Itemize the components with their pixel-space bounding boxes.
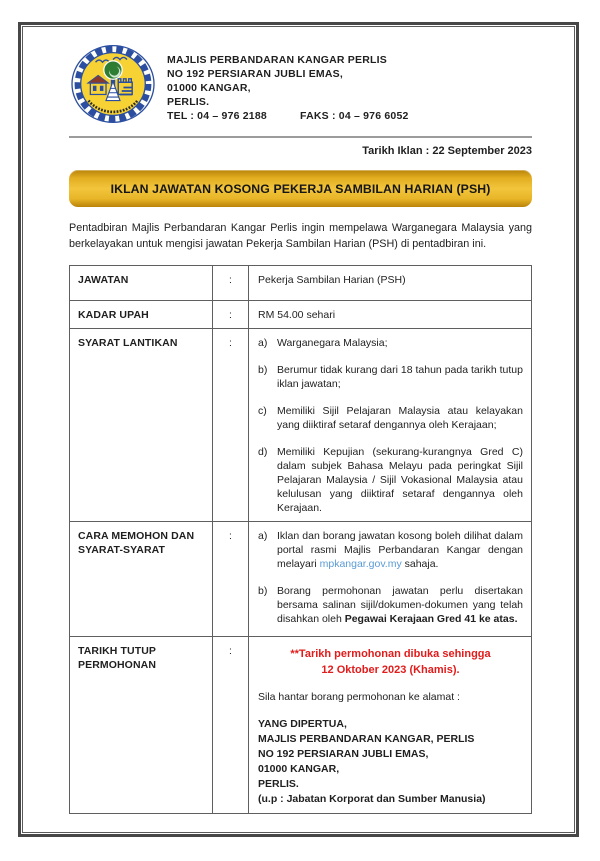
- row-value: [249, 329, 532, 522]
- item-marker: d): [258, 446, 268, 458]
- row-label: KADAR UPAH: [70, 301, 213, 329]
- row-value: RM 54.00 sehari: [249, 301, 532, 329]
- colon-separator: :: [213, 266, 249, 301]
- address-line: (u.p : Jabatan Korporat dan Sumber Manusia): [258, 793, 486, 805]
- requirement-item-a: [258, 336, 523, 350]
- table-row-jawatan: [70, 266, 532, 301]
- advert-date: Tarikh Iklan : 22 September 2023: [362, 145, 532, 157]
- item-marker: b): [258, 585, 268, 597]
- colon-separator: :: [213, 301, 249, 329]
- mpk-crest-icon: [69, 43, 157, 125]
- document-page-inner-border: [22, 26, 575, 833]
- row-label: TARIKH TUTUP PERMOHONAN: [70, 637, 213, 814]
- item-text: Warganegara Malaysia;: [277, 337, 388, 349]
- closing-date-line2: 12 Oktober 2023 (Khamis).: [321, 664, 460, 676]
- item-marker: a): [258, 337, 268, 349]
- org-name: MAJLIS PERBANDARAN KANGAR PERLIS: [167, 54, 387, 66]
- row-label: JAWATAN: [70, 266, 213, 301]
- table-row-syarat-lantikan: [70, 329, 532, 522]
- org-contact-line: [167, 109, 409, 123]
- job-details-table: [69, 265, 532, 814]
- table-row-tarikh-tutup: [70, 637, 532, 814]
- item-text-part: Borang permohonan jawatan perlu disertakan bersama salinan sijil/dokumen-dokumen yang telah disahkan oleh: [277, 585, 523, 625]
- row-label: SYARAT LANTIKAN: [70, 329, 213, 522]
- item-text-part: Iklan dan borang jawatan kosong boleh dilihat dalam portal rasmi Majlis Perbandaran Kangar dengan melayari: [277, 530, 523, 570]
- item-text: Berumur tidak kurang dari 18 tahun pada tarikh tutup iklan jawatan;: [277, 364, 523, 390]
- apply-item-b: [258, 584, 523, 626]
- document-content: [69, 41, 532, 814]
- org-address-line3: PERLIS.: [167, 96, 210, 108]
- send-instruction: Sila hantar borang permohonan ke alamat :: [258, 691, 460, 703]
- org-address-line2: 01000 KANGAR,: [167, 82, 251, 94]
- colon-separator: :: [213, 522, 249, 637]
- item-text: [277, 584, 523, 626]
- org-address-line1: NO 192 PERSIARAN JUBLI EMAS,: [167, 68, 343, 80]
- colon-separator: :: [213, 329, 249, 522]
- row-value: [249, 637, 532, 814]
- item-text-part: sahaja.: [401, 558, 439, 570]
- closing-date-notice: [258, 646, 523, 678]
- address-line: MAJLIS PERBANDARAN KANGAR, PERLIS: [258, 733, 475, 745]
- item-text: Memiliki Sijil Pelajaran Malaysia atau kelayakan yang diiktiraf setaraf dengannya oleh Kerajaan;: [277, 405, 523, 431]
- item-marker: c): [258, 405, 267, 417]
- item-marker: b): [258, 364, 268, 376]
- faks-number: FAKS : 04 – 976 6052: [300, 110, 409, 122]
- closing-date-line1: **Tarikh permohonan dibuka sehingga: [290, 648, 491, 660]
- requirement-item-c: [258, 404, 523, 432]
- tel-number: TEL : 04 – 976 2188: [167, 110, 267, 122]
- colon-separator: :: [213, 637, 249, 814]
- table-row-kadar-upah: [70, 301, 532, 329]
- address-line: PERLIS.: [258, 778, 299, 790]
- submission-address: [258, 717, 523, 807]
- address-line: 01000 KANGAR,: [258, 763, 340, 775]
- address-line: YANG DIPERTUA,: [258, 718, 347, 730]
- title-banner-label: IKLAN JAWATAN KOSONG PEKERJA SAMBILAN HARIAN (PSH): [110, 181, 491, 196]
- item-text-bold: Pegawai Kerajaan Gred 41 ke atas.: [344, 613, 518, 625]
- header-divider: [69, 136, 532, 138]
- intro-paragraph: Pentadbiran Majlis Perbandaran Kangar Perlis ingin mempelawa Warganegara Malaysia yang berkelayakan untuk mengisi jawatan Pekerja Sambilan Harian (PSH) di pentadbiran ini.: [69, 222, 532, 250]
- mpkangar-portal-link[interactable]: mpkangar.gov.my: [319, 558, 402, 570]
- item-text: [277, 529, 523, 571]
- title-banner: [69, 170, 532, 207]
- item-text: Memiliki Kepujian (sekurang-kurangnya Gred C) dalam subjek Bahasa Melayu pada peringkat Sijil Pelajaran Malaysia / Sijil Vokasional Malaysia atau kelulusan yang diiktiraf setaraf dengannya oleh Kerajaan.: [277, 446, 523, 514]
- letterhead: [69, 41, 532, 125]
- document-page-frame: [18, 22, 579, 837]
- row-value: [249, 522, 532, 637]
- table-row-cara-memohon: [70, 522, 532, 637]
- letterhead-text: [167, 53, 409, 123]
- address-line: NO 192 PERSIARAN JUBLI EMAS,: [258, 748, 429, 760]
- row-label: CARA MEMOHON DAN SYARAT-SYARAT: [70, 522, 213, 637]
- requirement-item-d: [258, 445, 523, 515]
- row-value: Pekerja Sambilan Harian (PSH): [249, 266, 532, 301]
- item-marker: a): [258, 530, 268, 542]
- requirement-item-b: [258, 363, 523, 391]
- apply-item-a: [258, 529, 523, 571]
